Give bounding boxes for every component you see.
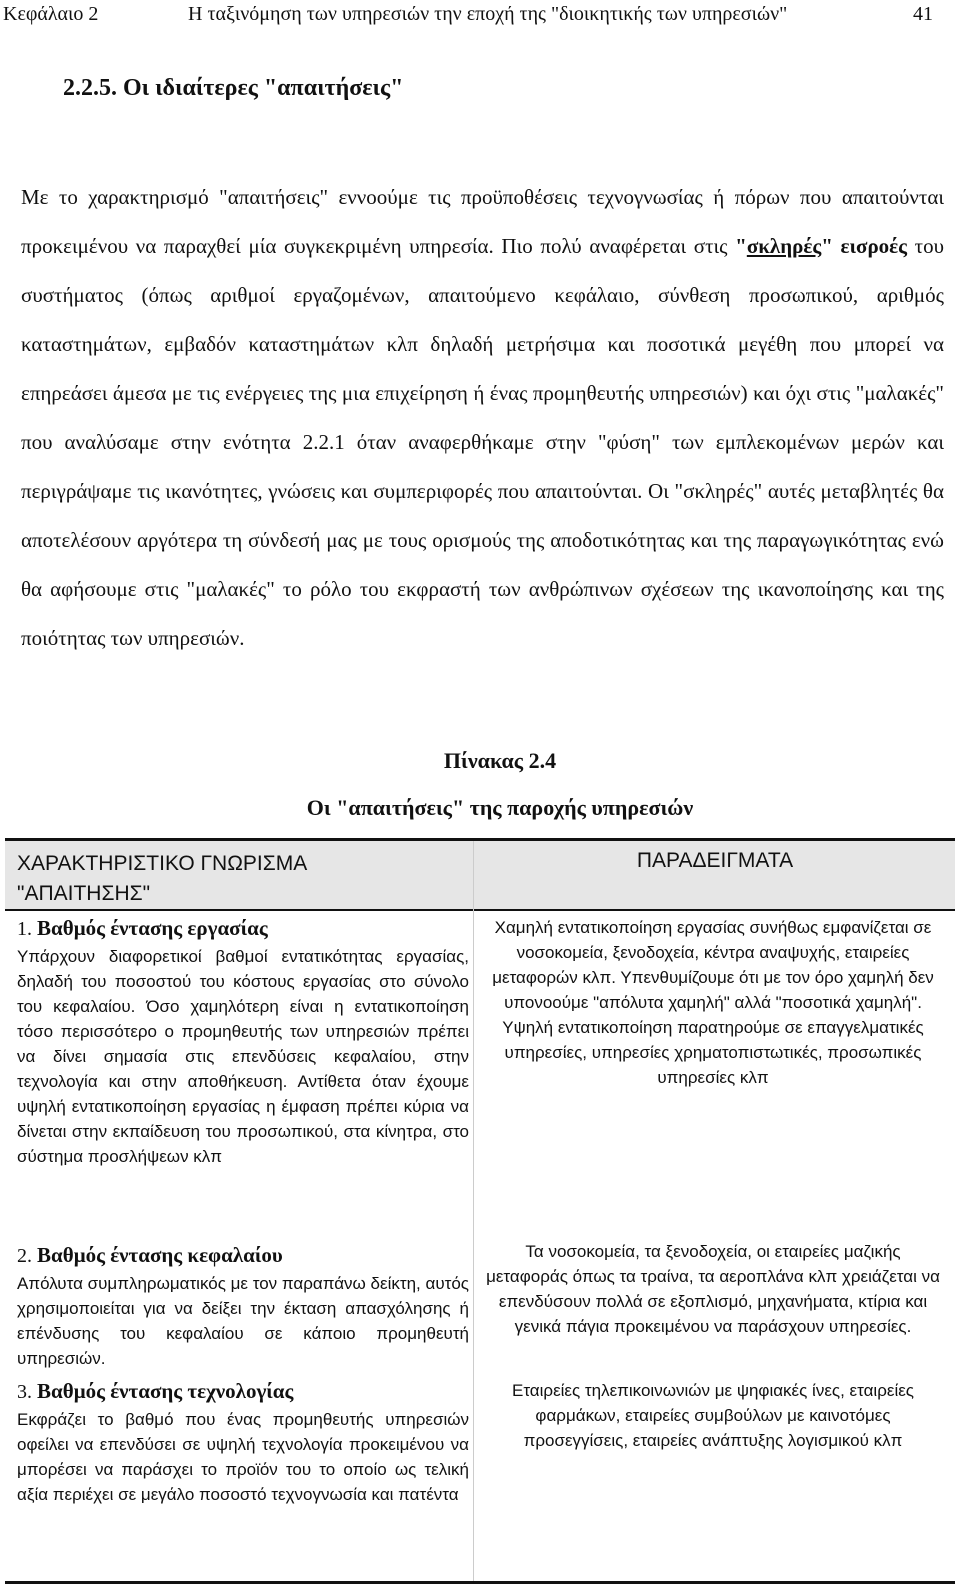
row-2-example: Τα νοσοκομεία, τα ξενοδοχεία, οι εταιρείες μαζικής μεταφοράς όπως τα τραίνα, τα αεροπλάνα κλπ χρειάζεται να επενδύσουν πολλά σε εξοπλισμό, μηχανήματα, κτίρια και γενικά πάγια προκειμένου να παράσχουν υπηρεσίες. (486, 1242, 940, 1336)
emphasis-hard: σκληρές (746, 234, 822, 258)
table-row-1-left (17, 913, 469, 1169)
table-header-row (5, 841, 955, 911)
row-2-number: 2. (17, 1245, 32, 1267)
row-1-title: Βαθμός έντασης εργασίας (37, 916, 268, 940)
header-right-cell: ΠΑΡΑΔΕΙΓΜΑΤΑ (636, 849, 794, 872)
page-number: 41 (913, 3, 933, 25)
row-2-title: Βαθμός έντασης κεφαλαίου (37, 1243, 283, 1267)
header-left-line-1: ΧΑΡΑΚΤΗΡΙΣΤΙΚΟ ΓΝΩΡΙΣΜΑ (17, 852, 308, 875)
table-title: Οι "απαιτήσεις" της παροχής υπηρεσιών (306, 795, 694, 820)
row-1-heading (17, 913, 469, 944)
paragraph-part-1: Με το χαρακτηρισμό "απαιτήσεις" εννοούμε τις προϋποθέσεις τεχνογνωσίας ή πόρων που απαιτούνται προκειμένου να παραχθεί μία συγκεκριμένη υπηρεσία. Πιο πολύ αναφέρεται στις (21, 185, 944, 258)
chapter-title: Η ταξινόμηση των υπηρεσιών την εποχή της "διοικητικής των υπηρεσιών" (188, 3, 788, 25)
row-3-title: Βαθμός έντασης τεχνολογίας (37, 1379, 294, 1403)
emphasis-inputs: εισροές (840, 234, 908, 258)
chapter-label: Κεφάλαιο 2 (3, 3, 99, 25)
emphasis-quote-close: " (821, 234, 833, 258)
row-1-description: Υπάρχουν διαφορετικοί βαθμοί εντατικότητας εργασίας, δηλαδή του ποσοστού του κόστους εργασίας στο σύνολο του κεφαλαίου. Όσο χαμηλότερη είναι η εντατικοποίηση τόσο περισσότερο ο προμηθευτής των υπηρεσιών πρέπει να δίνει σημασία στις επενδύσεις κεφαλαίου, στην τεχνολογία και στην αποθήκευση. Αντίθετα όταν έχουμε υψηλή εντατικοποίηση εργασίας η έμφαση πρέπει κύρια να δίνεται στην εκπαίδευση του προσωπικού, στα κίνητρα, στο σύστημα προσλήψεων κλπ (17, 947, 469, 1166)
row-1-example: Χαμηλή εντατικοποίηση εργασίας συνήθως εμφανίζεται σε νοσοκομεία, ξενοδοχεία, κέντρα αναψυχής, εταιρείες μεταφορών κλπ. Υπενθυμίζουμε ότι με τον όρο χαμηλή δεν υπονοούμε "απόλυτα χαμηλή" αλλά "ποσοτικά χαμηλή". Υψηλή εντατικοποίηση παρατηρούμε σε επαγγελματικές υπηρεσίες, υπηρεσίες χρηματοπιστωτικές, προσωπικές υπηρεσίες κλπ (492, 918, 934, 1087)
column-divider (473, 841, 474, 1581)
running-header (0, 0, 960, 28)
row-2-heading (17, 1240, 469, 1271)
body-paragraph (21, 173, 944, 663)
row-2-description: Απόλυτα συμπληρωματικός με τον παραπάνω δείκτη, αυτός χρησιμοποιείται για να δείξει την έκταση απασχόλησης ή επένδυσης του κεφαλαίου σε κάποιο προμηθευτή υπηρεσιών. (17, 1274, 469, 1368)
row-1-number: 1. (17, 918, 32, 940)
row-3-description: Εκφράζει το βαθμό που ένας προμηθευτής υπηρεσιών οφείλει να επενδύσει σε υψηλή τεχνολογία προκειμένου να μπορέσει να παράσχει το προϊόν του το οποίο ως τελική αξία περιέχει σε μεγάλο ποσοστό τεχνογνωσία και πατέντα (17, 1410, 469, 1504)
table-label: Πίνακας 2.4 (443, 748, 557, 773)
paragraph-part-2: του συστήματος (όπως αριθμοί εργαζομένων, απαιτούμενο κεφάλαιο, σύνθεση προσωπικού, αριθμός καταστημάτων, εμβαδόν καταστημάτων κλπ δηλαδή μετρήσιμα και ποσοτικά μεγέθη που μπορεί να επηρεάσει άμεσα με τις ενέργειες της μια επιχείρηση ή ένας προμηθευτής υπηρεσιών) και όχι στις "μαλακές" που αναλύσαμε στην ενότητα 2.2.1 όταν αναφερθήκαμε στην "φύση" των εμπλεκομένων μερών και περιγράψαμε τις ικανότητες, γνώσεις και συμπεριφορές που απαιτούνται. Οι "σκληρές" αυτές μεταβλητές θα αποτελέσουν αργότερα τη σύνδεσή μας με τους ορισμούς της αποδοτικότητας και της παραγωγικότητας ενώ θα αφήσουμε στις "μαλακές" το ρόλο του εκφραστή των ανθρώπινων σχέσεων της ικανοποίησης και της ποιότητας των υπηρεσιών. (21, 234, 944, 650)
header-left-cell (17, 849, 307, 909)
table-row-2-left (17, 1240, 469, 1371)
row-3-heading (17, 1376, 469, 1407)
section-title: 2.2.5. Οι ιδιαίτερες "απαιτήσεις" (63, 75, 404, 101)
row-3-example: Εταιρείες τηλεπικοινωνιών με ψηφιακές ίνες, εταιρείες φαρμάκων, εταιρείες συμβούλων με καινοτόμες προσεγγίσεις, εταιρείες ανάπτυξης λογισμικού κλπ (511, 1381, 914, 1450)
requirements-table (5, 838, 955, 1584)
emphasis-quote-open: " (735, 234, 747, 258)
row-3-number: 3. (17, 1381, 32, 1403)
table-row-3-left (17, 1376, 469, 1507)
header-left-line-2: "ΑΠΑΙΤΗΣΗΣ" (17, 882, 151, 905)
